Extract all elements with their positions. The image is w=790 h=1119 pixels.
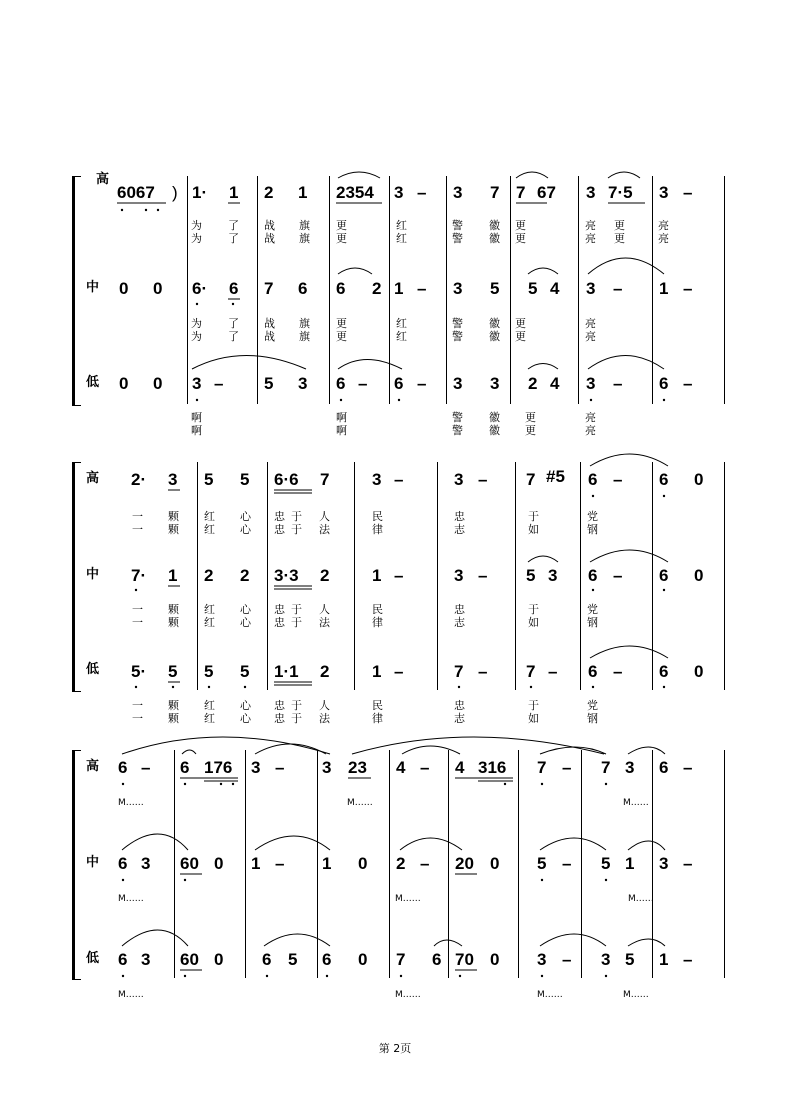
lyric: 警: [452, 232, 463, 245]
note: 1·1: [274, 662, 299, 681]
lyric: 旗: [299, 317, 310, 330]
voice-label-mid: 中: [86, 280, 100, 295]
voice-label-low: 低: [86, 951, 100, 966]
page-number: 第 2页: [378, 1042, 412, 1055]
note: –: [683, 279, 693, 298]
lyric: 更: [515, 317, 526, 330]
note: 1: [625, 854, 635, 873]
lyric: 警: [452, 317, 463, 330]
note: 6: [322, 950, 332, 969]
note: 1: [659, 279, 669, 298]
note: 3: [251, 758, 261, 777]
lyric: 心: [240, 523, 251, 536]
note: 7: [526, 662, 536, 681]
lyric: 党: [587, 510, 598, 523]
lyric: 一: [132, 699, 143, 712]
lyric: 忠: [274, 712, 285, 725]
note: –: [394, 566, 404, 585]
lyric: 更: [614, 232, 625, 245]
lyric: 于: [291, 510, 302, 523]
note: 20: [455, 854, 474, 873]
note: 7: [601, 758, 611, 777]
lyric: 心: [240, 510, 251, 523]
lyric: 心: [240, 699, 251, 712]
note: –: [548, 662, 558, 681]
note: 1: [372, 566, 382, 585]
lyric: 人: [319, 699, 330, 712]
note: 5: [625, 950, 635, 969]
note: 7: [454, 662, 464, 681]
lyric: 徽: [489, 424, 500, 437]
note: 3: [659, 854, 669, 873]
note: –: [613, 279, 623, 298]
note: 2: [240, 566, 250, 585]
lyric: 于: [291, 523, 302, 536]
lyric: 律: [372, 712, 383, 725]
lyric: 颗: [168, 616, 179, 629]
note: –: [358, 374, 368, 393]
note: 3: [548, 566, 558, 585]
note: 2·: [131, 470, 147, 489]
lyric: 于: [291, 616, 302, 629]
lyric: 啊: [191, 411, 202, 424]
lyric: 忠: [274, 699, 285, 712]
note: 1: [251, 854, 261, 873]
note: –: [683, 950, 693, 969]
note: 5: [490, 279, 500, 298]
lyric: 民: [372, 603, 383, 616]
note: –: [417, 183, 427, 202]
lyric: 红: [204, 712, 215, 725]
note: –: [214, 374, 224, 393]
lyric: 为: [191, 330, 202, 343]
lyric: 民: [372, 699, 383, 712]
hum-mark: M……: [628, 894, 654, 904]
lyric: 红: [204, 510, 215, 523]
note: 1: [298, 183, 308, 202]
lyric: 党: [587, 699, 598, 712]
note: 0: [358, 854, 368, 873]
note: 6: [118, 950, 128, 969]
hum-mark: M……: [118, 894, 144, 904]
lyric: 一: [132, 603, 143, 616]
note: 2: [264, 183, 274, 202]
lyric: 一: [132, 712, 143, 725]
lyric: 红: [204, 699, 215, 712]
lyric: 人: [319, 603, 330, 616]
note: 3: [168, 470, 178, 489]
note: 4: [550, 279, 560, 298]
note: 1·: [192, 183, 208, 202]
lyric: 更: [515, 219, 526, 232]
lyric: 于: [291, 712, 302, 725]
note: 3: [298, 374, 308, 393]
note: 5: [240, 662, 250, 681]
lyric: 志: [454, 616, 465, 629]
lyric: 啊: [191, 424, 202, 437]
note: 3: [453, 183, 463, 202]
lyric: 更: [525, 424, 536, 437]
note: 176: [204, 758, 233, 777]
lyric: 于: [528, 699, 539, 712]
note: –: [613, 566, 623, 585]
hum-mark: M……: [118, 798, 144, 808]
note: –: [613, 662, 623, 681]
note: 316: [478, 758, 507, 777]
note: 7: [516, 183, 526, 202]
lyric: 为: [191, 317, 202, 330]
hum-mark: M……: [118, 990, 144, 1000]
note: ): [172, 183, 178, 202]
note: 2: [372, 279, 382, 298]
lyric: 了: [228, 317, 239, 330]
lyric: 心: [240, 712, 251, 725]
lyric: 战: [264, 330, 275, 343]
note: –: [420, 854, 430, 873]
note: –: [417, 279, 427, 298]
note: 6: [298, 279, 308, 298]
lyric: 红: [204, 523, 215, 536]
note: 7: [490, 183, 500, 202]
lyric: 了: [228, 330, 239, 343]
note: 3: [453, 279, 463, 298]
lyric: 一: [132, 510, 143, 523]
note: #5: [546, 467, 565, 486]
note: 0: [490, 854, 500, 873]
lyric: 忠: [274, 510, 285, 523]
lyric: 人: [319, 510, 330, 523]
note: –: [478, 470, 488, 489]
hum-mark: M……: [623, 990, 649, 1000]
lyric: 亮: [585, 232, 596, 245]
lyric: 律: [372, 616, 383, 629]
lyric: 颗: [168, 603, 179, 616]
note: 23: [348, 758, 367, 777]
note: 0: [214, 854, 224, 873]
note: 6·: [192, 279, 208, 298]
note: 6: [588, 662, 598, 681]
lyric: 更: [515, 232, 526, 245]
note: 5: [204, 662, 214, 681]
note: –: [683, 183, 693, 202]
note: –: [613, 374, 623, 393]
note: 0: [119, 374, 129, 393]
note: 7: [526, 470, 536, 489]
note: –: [394, 470, 404, 489]
note: 2: [204, 566, 214, 585]
note: –: [420, 758, 430, 777]
note: 5: [288, 950, 298, 969]
note: 6: [659, 374, 669, 393]
note: 2: [320, 662, 330, 681]
lyric: 钢: [587, 712, 598, 725]
voice-label-mid: 中: [86, 855, 100, 870]
voice-label-mid: 中: [86, 567, 100, 582]
note: 0: [694, 470, 704, 489]
lyric: 徽: [489, 317, 500, 330]
lyric: 啊: [336, 424, 347, 437]
lyric: 法: [319, 523, 330, 536]
note: 2354: [336, 183, 374, 202]
lyric: 亮: [585, 317, 596, 330]
note: –: [683, 854, 693, 873]
note: 4: [396, 758, 406, 777]
note: 5: [168, 662, 178, 681]
voice-label-high: 高: [86, 759, 100, 774]
note: 3: [454, 470, 464, 489]
note: 6: [336, 279, 346, 298]
lyric: 徽: [489, 330, 500, 343]
lyric: 如: [528, 712, 539, 725]
note: –: [562, 758, 572, 777]
lyric: 志: [454, 712, 465, 725]
lyric: 更: [336, 330, 347, 343]
note: 3: [394, 183, 404, 202]
note: 3: [141, 854, 151, 873]
note: 5: [204, 470, 214, 489]
note: 1: [372, 662, 382, 681]
note: 0: [694, 566, 704, 585]
lyric: 警: [452, 424, 463, 437]
lyric: 啊: [336, 411, 347, 424]
lyric: 钢: [587, 616, 598, 629]
note: 3: [490, 374, 500, 393]
note: 6: [659, 566, 669, 585]
lyric: 心: [240, 603, 251, 616]
note: 6: [118, 854, 128, 873]
lyric: 战: [264, 219, 275, 232]
note: 2: [396, 854, 406, 873]
note: 5: [526, 566, 536, 585]
note: 5·: [131, 662, 147, 681]
lyric: 忠: [274, 523, 285, 536]
note: –: [683, 758, 693, 777]
lyric: 忠: [274, 616, 285, 629]
lyric: 更: [515, 330, 526, 343]
lyric: 了: [228, 232, 239, 245]
lyric: 颗: [168, 699, 179, 712]
note: 0: [358, 950, 368, 969]
note: –: [478, 566, 488, 585]
hum-mark: M……: [537, 990, 563, 1000]
note: 7·5: [608, 183, 633, 202]
lyric: 警: [452, 219, 463, 232]
note: 3: [192, 374, 202, 393]
note: 1: [229, 183, 239, 202]
lyric: 红: [396, 317, 407, 330]
note: 4: [455, 758, 465, 777]
lyric: 战: [264, 317, 275, 330]
note: 4: [550, 374, 560, 393]
note: 3: [586, 374, 596, 393]
note: 3: [586, 279, 596, 298]
lyric: 忠: [274, 603, 285, 616]
note: –: [141, 758, 151, 777]
lyric: 一: [132, 616, 143, 629]
lyric: 更: [614, 219, 625, 232]
lyric: 更: [336, 219, 347, 232]
voice-label-high: 高: [86, 471, 100, 486]
note: 3: [372, 470, 382, 489]
note: 5: [528, 279, 538, 298]
note: 3: [141, 950, 151, 969]
note: –: [562, 950, 572, 969]
note: –: [562, 854, 572, 873]
lyric: 心: [240, 616, 251, 629]
note: 6: [432, 950, 442, 969]
note: 7: [537, 758, 547, 777]
lyric: 如: [528, 616, 539, 629]
note: 6: [659, 662, 669, 681]
note: 6·6: [274, 470, 299, 489]
lyric: 钢: [587, 523, 598, 536]
note: 0: [214, 950, 224, 969]
lyric: 忠: [454, 603, 465, 616]
lyric: 亮: [585, 411, 596, 424]
voice-label-low: 低: [86, 375, 100, 390]
lyric: 更: [336, 317, 347, 330]
lyric: 红: [396, 232, 407, 245]
note: 5: [240, 470, 250, 489]
lyric: 了: [228, 219, 239, 232]
note: 2: [320, 566, 330, 585]
note: 3: [453, 374, 463, 393]
lyric: 于: [291, 603, 302, 616]
lyric: 忠: [454, 510, 465, 523]
hum-mark: M……: [395, 990, 421, 1000]
lyric: 志: [454, 523, 465, 536]
note: 3: [537, 950, 547, 969]
lyric: 党: [587, 603, 598, 616]
lyric: 法: [319, 712, 330, 725]
note: 7: [264, 279, 274, 298]
note: 7: [320, 470, 330, 489]
note: 6: [659, 470, 669, 489]
note: 5: [601, 854, 611, 873]
lyric: 为: [191, 232, 202, 245]
note: 3: [601, 950, 611, 969]
note: –: [275, 758, 285, 777]
lyric: 徽: [489, 232, 500, 245]
note: 1: [322, 854, 332, 873]
note: 1: [394, 279, 404, 298]
note: 3: [454, 566, 464, 585]
note: 0: [694, 662, 704, 681]
note: 6: [394, 374, 404, 393]
lyric: 亮: [585, 219, 596, 232]
note: 1: [168, 566, 178, 585]
lyric: 红: [396, 219, 407, 232]
lyric: 战: [264, 232, 275, 245]
note: 67: [537, 183, 556, 202]
note: 7: [396, 950, 406, 969]
lyric: 亮: [658, 219, 669, 232]
note: 3: [586, 183, 596, 202]
lyric: 警: [452, 330, 463, 343]
note: 7·: [131, 566, 147, 585]
note: 3: [625, 758, 635, 777]
lyric: 旗: [299, 219, 310, 232]
hum-mark: M……: [623, 798, 649, 808]
lyric: 于: [291, 699, 302, 712]
lyric: 红: [396, 330, 407, 343]
note: 0: [119, 279, 129, 298]
note: 60: [180, 854, 199, 873]
note: 6: [118, 758, 128, 777]
lyric: 红: [204, 603, 215, 616]
lyric: 旗: [299, 330, 310, 343]
note: –: [417, 374, 427, 393]
note: 6: [588, 470, 598, 489]
note: –: [275, 854, 285, 873]
lyric: 律: [372, 523, 383, 536]
lyric: 旗: [299, 232, 310, 245]
lyric: 于: [528, 510, 539, 523]
voice-label-high: 高: [96, 172, 110, 187]
note: 6: [262, 950, 272, 969]
note: 0: [490, 950, 500, 969]
note: –: [683, 374, 693, 393]
note: 70: [455, 950, 474, 969]
note: 5: [264, 374, 274, 393]
note: 1: [659, 950, 669, 969]
lyric: 警: [452, 411, 463, 424]
note: 60: [180, 950, 199, 969]
note: –: [478, 662, 488, 681]
hum-mark: M……: [395, 894, 421, 904]
note: 0: [153, 279, 163, 298]
note: 6: [588, 566, 598, 585]
lyric: 更: [525, 411, 536, 424]
lyric: 颗: [168, 510, 179, 523]
lyric: 忠: [454, 699, 465, 712]
note: 6067: [117, 183, 155, 202]
lyric: 红: [204, 616, 215, 629]
note: –: [394, 662, 404, 681]
note: 6: [336, 374, 346, 393]
note: 3·3: [274, 566, 299, 585]
lyric: 如: [528, 523, 539, 536]
lyric: 徽: [489, 219, 500, 232]
note: 6: [659, 758, 669, 777]
note: 5: [537, 854, 547, 873]
note: 6: [180, 758, 190, 777]
lyric: 亮: [585, 424, 596, 437]
lyric: 亮: [585, 330, 596, 343]
lyric: 民: [372, 510, 383, 523]
lyric: 法: [319, 616, 330, 629]
note: 0: [153, 374, 163, 393]
note: 3: [659, 183, 669, 202]
lyric: 颗: [168, 712, 179, 725]
lyric: 为: [191, 219, 202, 232]
lyric: 更: [336, 232, 347, 245]
lyric: 徽: [489, 411, 500, 424]
voice-label-low: 低: [86, 662, 100, 677]
lyric: 亮: [658, 232, 669, 245]
note: 6: [229, 279, 239, 298]
note: –: [613, 470, 623, 489]
note: 2: [528, 374, 538, 393]
lyric: 于: [528, 603, 539, 616]
lyric: 一: [132, 523, 143, 536]
lyric: 颗: [168, 523, 179, 536]
note: 3: [322, 758, 332, 777]
hum-mark: M……: [347, 798, 373, 808]
